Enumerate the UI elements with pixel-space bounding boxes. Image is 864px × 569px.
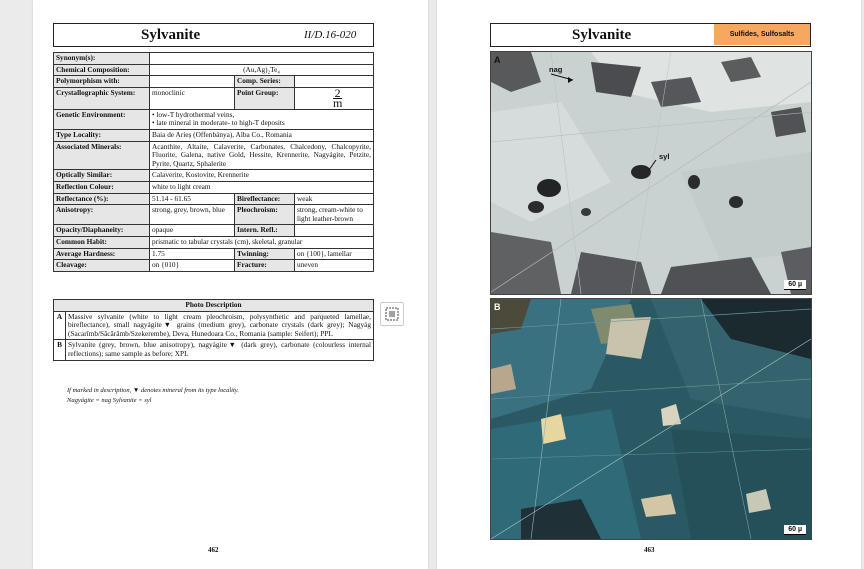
photo-a-letter: A [54, 311, 66, 340]
crystal-label: Crystallographic System: [54, 87, 150, 109]
comp-series-value [295, 76, 374, 88]
mineral-code: II/D.16-020 [304, 29, 357, 41]
associated-value: Acanthite, Altaite, Calaverite, Carbonates, Chalcedony, Chalcopyrite, Fluorite, Galena, native Gold, Hessite, Krennerite, Nagyágite, Petzite, Pyrite, Quartz, Sphalerite [150, 141, 374, 170]
photo-a-text: Massive sylvanite (white to light cream pleochroism, polysynthetic and parqueted lamellae, bireflectance), small nagyágite▼ grains (medium grey), carbonate crystals (dark grey); Nagyág (Sacarîmb/Săcărâmb/Szekerembe), Deva, Hunedoara Co., Romania (sample: Seifert); PPL [66, 311, 374, 340]
crystal-value: monoclinic [150, 87, 235, 109]
bireflectance-value: weak [295, 193, 374, 205]
footnote [67, 386, 239, 406]
twinning-value: on {100}, lamellar [295, 248, 374, 260]
select-tool-icon[interactable] [380, 302, 404, 326]
photo-a [490, 51, 812, 295]
bireflectance-label: Bireflectance: [235, 193, 295, 205]
photo-b [490, 298, 812, 540]
page-number-left: 462 [208, 546, 219, 554]
anisotropy-label: Anisotropy: [54, 205, 150, 225]
point-group-fraction: 2 m [333, 85, 343, 110]
twinning-label: Twinning: [235, 248, 295, 260]
hardness-label: Average Hardness: [54, 248, 150, 260]
habit-value: prismatic to tabular crystals (cm), skeletal, granular [150, 236, 374, 248]
optically-label: Optically Similar: [54, 170, 150, 182]
mineral-title: Sylvanite [141, 27, 201, 43]
reflectance-value: 51.14 - 61.65 [150, 193, 235, 205]
pleochroism-value: strong, cream-white to light leather-brown [295, 205, 374, 225]
photo-b-text: Sylvanite (grey, brown, blue anisotropy), nagyágite▼ (dark grey), carbonate (colourless internal reflections); same sample as before; XPL [66, 340, 374, 360]
type-locality-label: Type Locality: [54, 129, 150, 141]
properties-table [53, 52, 374, 272]
genetic-value: • low-T hydrothermal veins, • late mineral in moderate- to high-T deposits [150, 109, 374, 129]
habit-label: Common Habit: [54, 236, 150, 248]
title-box [53, 23, 374, 47]
hardness-value: 1.75 [150, 248, 235, 260]
reflectance-label: Reflectance (%): [54, 193, 150, 205]
category-badge: Sulfides, Sulfosalts [714, 24, 810, 45]
syl-annotation: syl [659, 152, 670, 161]
type-locality-note: If marked in description, ▼ denotes mineral from its type locality. [67, 387, 239, 394]
right-mineral-title: Sylvanite [572, 27, 632, 43]
cleavage-label: Cleavage: [54, 260, 150, 272]
polymorphism-value [150, 76, 235, 88]
intern-refl-label: Intern. Refl.: [235, 225, 295, 237]
type-locality-value: Baia de Arieș (Offenbánya), Alba Co., Romania [150, 129, 374, 141]
optically-value: Calaverite, Kostovite, Krennerite [150, 170, 374, 182]
genetic-label: Genetic Environment: [54, 109, 150, 129]
scale-bar-b: 60 µ [784, 525, 806, 535]
reflection-value: white to light cream [150, 181, 374, 193]
photo-b-label: B [494, 302, 501, 312]
point-group-label: Point Group: [235, 87, 295, 109]
comp-series-label: Comp. Series: [235, 76, 295, 88]
pleochroism-label: Pleochroism: [235, 205, 295, 225]
cleavage-value: on {010} [150, 260, 235, 272]
associated-label: Associated Minerals: [54, 141, 150, 170]
synonyms-label: Synonym(s): [54, 53, 150, 65]
intern-refl-value [295, 225, 374, 237]
right-page [437, 0, 861, 569]
reflection-label: Reflection Colour: [54, 181, 150, 193]
opacity-label: Opacity/Diaphaneity: [54, 225, 150, 237]
point-group-value [295, 87, 374, 109]
anisotropy-value: strong, grey, brown, blue [150, 205, 235, 225]
left-page [33, 0, 428, 569]
page-number-right: 463 [644, 546, 655, 554]
photo-a-label: A [494, 55, 501, 65]
synonyms-value [150, 53, 374, 65]
opacity-value: opaque [150, 225, 235, 237]
photo-description-table [53, 299, 374, 361]
chem-label: Chemical Composition: [54, 64, 150, 76]
fracture-label: Fracture: [235, 260, 295, 272]
polymorphism-label: Polymorphism with: [54, 76, 150, 88]
nag-annotation: nag [549, 65, 563, 74]
abbreviation-note: Nagyágite = nag Sylvanite = syl [67, 397, 152, 404]
photo-description-header: Photo Description [54, 300, 374, 312]
chem-value: (Au,Ag)₂Te₄ [150, 64, 374, 76]
scale-bar-a: 60 µ [784, 280, 806, 290]
photo-b-letter: B [54, 340, 66, 360]
fracture-value: uneven [295, 260, 374, 272]
